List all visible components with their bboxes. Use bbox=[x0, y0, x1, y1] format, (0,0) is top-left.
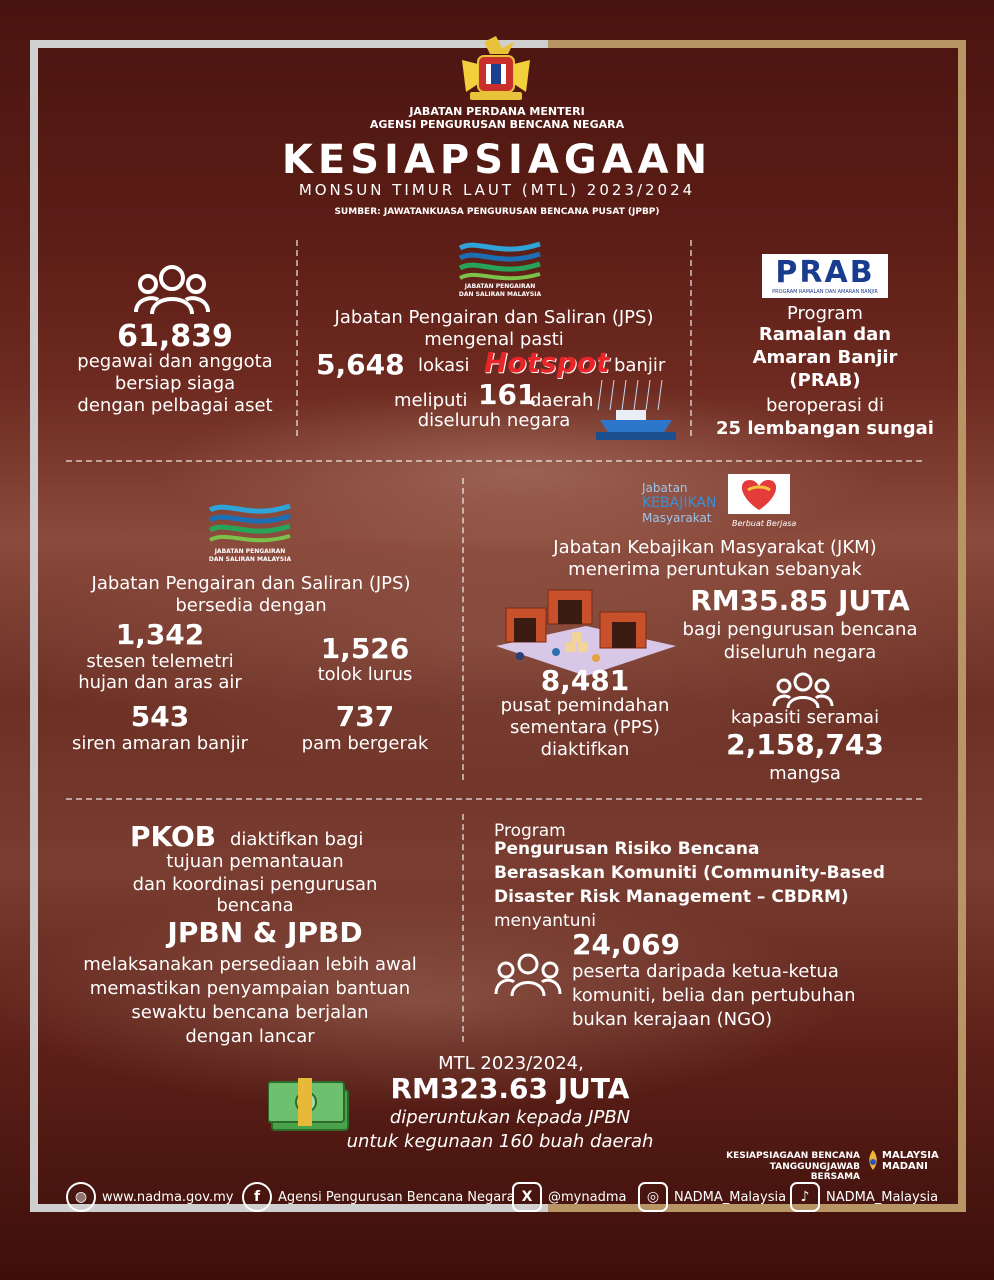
s5-pps-3: diaktifkan bbox=[540, 739, 630, 760]
s3-text-2: Ramalan dan bbox=[758, 324, 892, 345]
s4-text-2: bersedia dengan bbox=[175, 595, 327, 616]
community-people-icon bbox=[494, 950, 562, 1000]
s1-text-2: bersiap siaga bbox=[114, 373, 236, 394]
s3-text-1: Program bbox=[787, 303, 863, 324]
people-group-icon-2 bbox=[772, 670, 834, 710]
dept-line-2: AGENSI PENGURUSAN BENCANA NEGARA bbox=[369, 118, 625, 131]
jpbn-allocation: RM323.63 JUTA bbox=[390, 1072, 630, 1105]
s7-text-2: Berasaskan Komuniti (Community-Based bbox=[494, 863, 885, 883]
facebook-icon: f bbox=[242, 1182, 272, 1212]
s6-text-1: diaktifkan bagi bbox=[230, 829, 364, 850]
divider-h1 bbox=[66, 460, 922, 462]
divider-v3 bbox=[462, 478, 464, 780]
divider-h2 bbox=[66, 798, 922, 800]
s6-m-1: melaksanakan persediaan lebih awal bbox=[83, 954, 417, 975]
s7-text-1: Pengurusan Risiko Bencana bbox=[494, 839, 760, 859]
s7-text-4: menyantuni bbox=[494, 911, 596, 931]
s5-text-3: bagi pengurusan bencana bbox=[682, 619, 918, 640]
s7-p-3: bukan kerajaan (NGO) bbox=[572, 1009, 773, 1030]
s3-text-5: beroperasi di bbox=[766, 395, 884, 416]
footer-facebook-link[interactable] bbox=[242, 1180, 515, 1214]
s3-text-3: Amaran Banjir bbox=[752, 347, 898, 368]
s2-lokasi: lokasi bbox=[418, 355, 470, 376]
jkm-allocation: RM35.85 JUTA bbox=[690, 584, 910, 617]
jkm-logo-tagline: Berbuat Berjasa bbox=[732, 519, 797, 528]
capacity-count: 2,158,743 bbox=[726, 728, 884, 761]
s3-text-4: (PRAB) bbox=[789, 370, 861, 391]
pkob-label: PKOB bbox=[130, 820, 217, 853]
pump-count: 737 bbox=[335, 700, 395, 733]
madani-text-2: MADANI bbox=[882, 1161, 928, 1172]
jkm-logo-text-1: Jabatan bbox=[642, 481, 688, 495]
source-note: SUMBER: JAWATANKUASA PENGURUSAN BENCANA PUSAT (JPBP) bbox=[334, 207, 660, 217]
s5-text-2: menerima peruntukan sebanyak bbox=[568, 559, 862, 580]
s6-m-3: sewaktu bencana berjalan bbox=[131, 1002, 369, 1023]
s2-banjir: banjir bbox=[614, 355, 666, 376]
footer-website-text: www.nadma.gov.my bbox=[102, 1189, 234, 1205]
siren-count: 543 bbox=[130, 700, 190, 733]
tagline-1: KESIAPSIAGAAN BENCANA bbox=[726, 1151, 860, 1161]
officers-count: 61,839 bbox=[117, 319, 233, 354]
jps-logo2-text-2: DAN SALIRAN MALAYSIA bbox=[208, 556, 292, 563]
s2-text-2: mengenal pasti bbox=[424, 329, 564, 350]
s7-text-3: Disaster Risk Management – CBDRM) bbox=[494, 887, 849, 907]
s5-text-1: Jabatan Kebajikan Masyarakat (JKM) bbox=[553, 537, 877, 558]
prab-logo-subtext: PROGRAM RAMALAN DAN AMARAN BANJIR bbox=[772, 289, 878, 295]
s5-pps-2: sementara (PPS) bbox=[510, 717, 660, 738]
s7-p-1: peserta daripada ketua-ketua bbox=[572, 961, 839, 982]
jps-logo-text-1: JABATAN PENGAIRAN bbox=[464, 283, 536, 290]
s6-text-3: dan koordinasi pengurusan bbox=[132, 874, 378, 895]
pps-count: 8,481 bbox=[540, 664, 630, 697]
x-icon: X bbox=[512, 1182, 542, 1212]
s8-text-2: diperuntukan kepada JPBN bbox=[389, 1107, 631, 1128]
s2-meliputi: meliputi bbox=[394, 390, 468, 411]
tagline-2: TANGGUNGJAWAB BERSAMA bbox=[769, 1162, 860, 1182]
telemetry-count: 1,342 bbox=[115, 618, 205, 651]
page-subtitle: MONSUN TIMUR LAUT (MTL) 2023/2024 bbox=[298, 181, 696, 199]
s4-a-2: hujan dan aras air bbox=[78, 672, 242, 693]
hotspot-label: Hotspot bbox=[484, 346, 610, 379]
instagram-icon: ◎ bbox=[638, 1182, 668, 1212]
s5-cap-2: mangsa bbox=[769, 763, 841, 784]
prab-logo bbox=[762, 254, 888, 298]
people-group-icon bbox=[134, 262, 210, 318]
s6-text-2: tujuan pemantauan bbox=[166, 851, 344, 872]
s4-d-1: pam bergerak bbox=[301, 733, 429, 754]
footer-tiktok-text: NADMA_Malaysia bbox=[826, 1189, 939, 1205]
divider-v2 bbox=[690, 240, 692, 436]
district-count: 161 bbox=[478, 378, 537, 411]
footer-x-text: @mynadma bbox=[548, 1189, 627, 1205]
footer-instagram-text: NADMA_Malaysia bbox=[674, 1189, 787, 1205]
flood-boat-icon bbox=[596, 380, 676, 440]
hotspot-count: 5,648 bbox=[316, 348, 405, 381]
s8-text-3: untuk kegunaan 160 buah daerah bbox=[346, 1131, 654, 1152]
s6-m-2: memastikan penyampaian bantuan bbox=[89, 978, 411, 999]
s7-text-0: Program bbox=[494, 821, 566, 841]
s5-text-4: diseluruh negara bbox=[723, 642, 877, 663]
s1-text-1: pegawai dan anggota bbox=[77, 351, 273, 372]
cbdrm-participant-count: 24,069 bbox=[572, 928, 681, 961]
s2-text-3: diseluruh negara bbox=[417, 410, 571, 431]
coat-of-arms-logo bbox=[456, 34, 536, 104]
s6-text-4: bencana bbox=[216, 895, 294, 916]
gauge-count: 1,526 bbox=[320, 632, 410, 665]
footer-instagram-link[interactable] bbox=[638, 1180, 786, 1214]
madani-text-1: MALAYSIA bbox=[882, 1150, 939, 1161]
s8-text-1: MTL 2023/2024, bbox=[438, 1053, 584, 1074]
jps-logo2-text-1: JABATAN PENGAIRAN bbox=[214, 548, 286, 555]
footer-x-link[interactable] bbox=[512, 1180, 626, 1214]
jkm-logo-text-3: Masyarakat bbox=[642, 511, 712, 525]
jps-logo-text-2: DAN SALIRAN MALAYSIA bbox=[458, 291, 542, 298]
s5-pps-1: pusat pemindahan bbox=[500, 695, 670, 716]
s4-b-1: tolok lurus bbox=[317, 664, 413, 685]
s6-m-4: dengan lancar bbox=[185, 1026, 315, 1047]
s2-text-1: Jabatan Pengairan dan Saliran (JPS) bbox=[334, 307, 654, 328]
s4-c-1: siren amaran banjir bbox=[71, 733, 248, 754]
s4-a-1: stesen telemetri bbox=[86, 651, 234, 672]
jps-wave-logo bbox=[458, 238, 542, 282]
river-basin-count: 25 lembangan sungai bbox=[716, 418, 934, 439]
s1-text-3: dengan pelbagai aset bbox=[77, 395, 273, 416]
page-title: KESIAPSIAGAAN bbox=[281, 137, 713, 183]
globe-icon: ◍ bbox=[66, 1182, 96, 1212]
jpbn-jpbd-label: JPBN & JPBD bbox=[167, 916, 363, 949]
footer-facebook-text: Agensi Pengurusan Bencana Negara bbox=[278, 1189, 515, 1205]
s4-text-1: Jabatan Pengairan dan Saliran (JPS) bbox=[91, 573, 411, 594]
s2-daerah: daerah bbox=[530, 390, 594, 411]
jps-wave-logo-2 bbox=[208, 500, 292, 544]
footer-tiktok-link[interactable] bbox=[790, 1180, 938, 1214]
madani-icon bbox=[866, 1150, 880, 1170]
s7-p-2: komuniti, belia dan pertubuhan bbox=[572, 985, 856, 1006]
prab-logo-text: PRAB bbox=[775, 255, 875, 290]
tiktok-icon: ♪ bbox=[790, 1182, 820, 1212]
jkm-heart-logo bbox=[728, 474, 790, 522]
footer-website-link[interactable] bbox=[66, 1180, 233, 1214]
dept-line-1: JABATAN PERDANA MENTERI bbox=[409, 105, 585, 118]
jkm-logo-text-2: KEBAJIKAN bbox=[642, 495, 717, 511]
s5-cap-1: kapasiti seramai bbox=[730, 707, 880, 728]
